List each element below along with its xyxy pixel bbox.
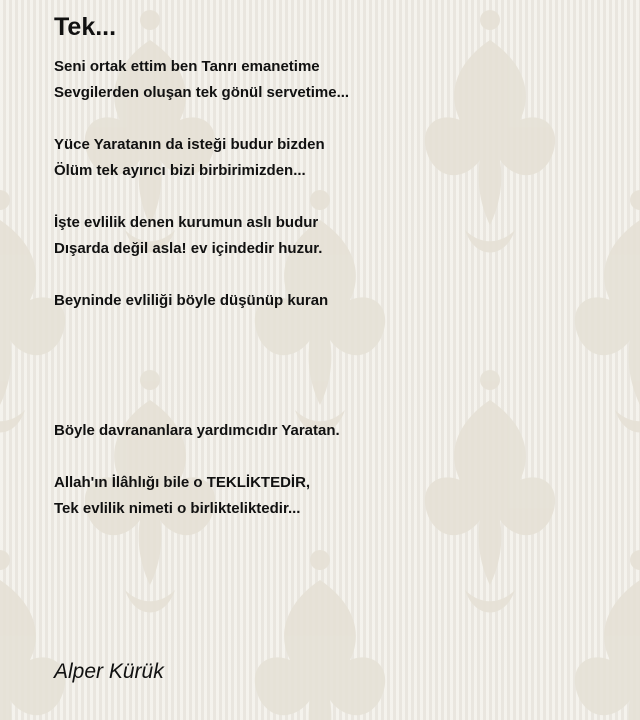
stanza-4 bbox=[54, 288, 614, 314]
poem-line: İşte evlilik denen kurumun aslı budur bbox=[54, 214, 319, 231]
stanza-3 bbox=[54, 210, 614, 262]
poem-line: Dışarda değil asla! ev içindedir huzur. bbox=[54, 240, 323, 257]
poem-author: Alper Kürük bbox=[54, 660, 164, 683]
poem-line: Yüce Yaratanın da isteği budur bizden bbox=[54, 136, 325, 153]
poem-line: Böyle davrananlara yardımcıdır Yaratan. bbox=[54, 422, 340, 439]
stanza-5 bbox=[54, 418, 614, 444]
stanza-2 bbox=[54, 132, 614, 184]
poem-line: Ölüm tek ayırıcı bizi birbirimizden... bbox=[54, 162, 306, 179]
poem-line: Seni ortak ettim ben Tanrı emanetime bbox=[54, 58, 320, 75]
poem-line: Tek evlilik nimeti o birlikteliktedir... bbox=[54, 500, 301, 517]
poem-line: Allah'ın İlâhlığı bile o TEKLİKTEDİR, bbox=[54, 474, 311, 491]
stanza-6 bbox=[54, 470, 614, 522]
poem bbox=[54, 12, 614, 522]
poem-line: Beyninde evliliği böyle düşünüp kuran bbox=[54, 292, 329, 309]
poem-title: Tek... bbox=[54, 13, 117, 41]
poem-line: Sevgilerden oluşan tek gönül servetime... bbox=[54, 84, 350, 101]
stanza-1 bbox=[54, 54, 614, 106]
